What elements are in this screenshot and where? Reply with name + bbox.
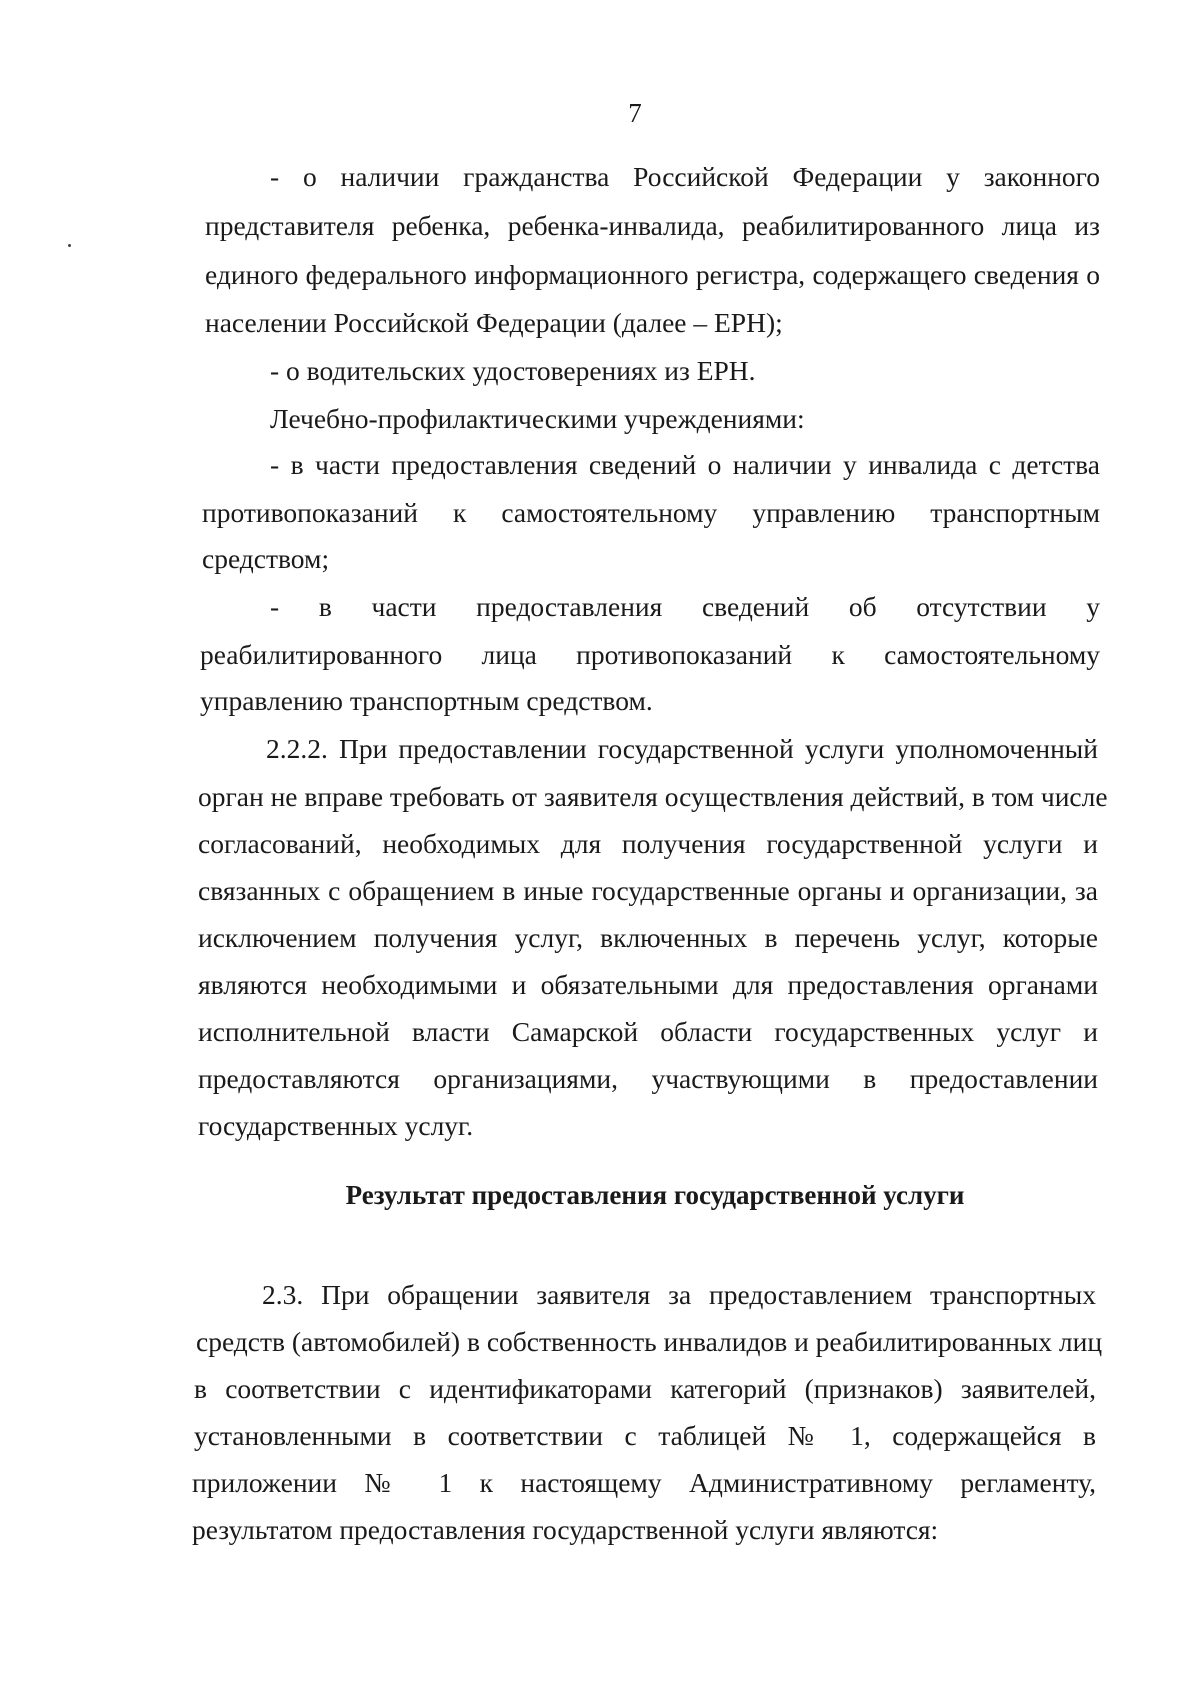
text-line: - о наличии гражданства Российской Федерации у законного bbox=[270, 161, 1100, 192]
text-line: средств (автомобилей) в собственность инвалидов и реабилитированных лиц bbox=[196, 1326, 1103, 1357]
text-line: орган не вправе требовать от заявителя осуществления действий, в том числе bbox=[198, 781, 1108, 812]
page-number: 7 bbox=[628, 98, 642, 128]
text-line: реабилитированного лица противопоказаний к самостоятельному bbox=[200, 639, 1100, 670]
text-line: - в части предоставления сведений об отсутствии у bbox=[270, 591, 1100, 622]
text-line: 2.3. При обращении заявителя за предоставлением транспортных bbox=[262, 1279, 1096, 1310]
text-line: предоставляются организациями, участвующими в предоставлении bbox=[198, 1063, 1098, 1094]
text-line: управлению транспортным средством. bbox=[200, 685, 653, 716]
text-line: населении Российской Федерации (далее – ЕРН); bbox=[205, 307, 783, 338]
text-line: государственных услуг. bbox=[198, 1110, 474, 1141]
text-line: связанных с обращением в иные государственные органы и организации, за bbox=[198, 875, 1098, 906]
text-line: являются необходимыми и обязательными для предоставления органами bbox=[198, 969, 1098, 1000]
text-line: средством; bbox=[202, 543, 330, 574]
text-line: - о водительских удостоверениях из ЕРН. bbox=[270, 355, 756, 386]
text-line: единого федерального информационного регистра, содержащего сведения о bbox=[205, 259, 1100, 290]
text-line: установленными в соответствии с таблицей № 1, содержащейся в bbox=[194, 1420, 1096, 1451]
text-line: результатом предоставления государственной услуги являются: bbox=[192, 1514, 939, 1545]
text-line: противопоказаний к самостоятельному управлению транспортным bbox=[202, 497, 1100, 528]
text-line: согласований, необходимых для получения государственной услуги и bbox=[198, 828, 1098, 859]
text-line: представителя ребенка, ребенка-инвалида, реабилитированного лица из bbox=[205, 210, 1100, 241]
text-line: исполнительной власти Самарской области государственных услуг и bbox=[198, 1016, 1098, 1047]
text-line: - в части предоставления сведений о наличии у инвалида с детства bbox=[270, 449, 1100, 480]
text-line: в соответствии с идентификаторами категорий (признаков) заявителей, bbox=[194, 1373, 1096, 1404]
scan-speck bbox=[68, 244, 71, 247]
text-line: Лечебно-профилактическими учреждениями: bbox=[270, 403, 805, 434]
text-line: приложении № 1 к настоящему Административному регламенту, bbox=[192, 1467, 1096, 1498]
text-line: исключением получения услуг, включенных в перечень услуг, которые bbox=[198, 922, 1098, 953]
text-line: 2.2.2. При предоставлении государственной услуги уполномоченный bbox=[266, 733, 1098, 764]
section-heading: Результат предоставления государственной услуги bbox=[345, 1180, 965, 1210]
